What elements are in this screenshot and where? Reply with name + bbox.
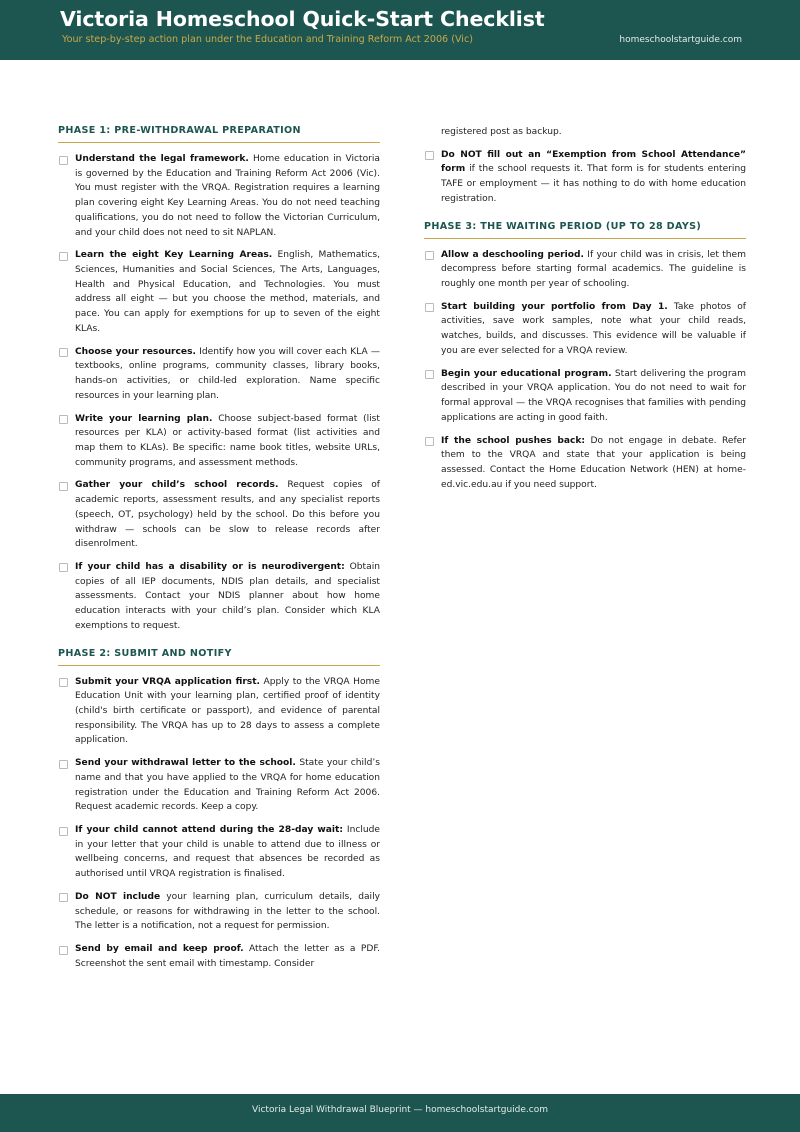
phase-2-continued-block	[424, 148, 746, 207]
checklist-item-body: Home education in Victoria is governed by the Education and Training Reform Act 2006 (Vic). You must register with the VRQA. Registration requires a learning plan covering eight Key Learning Areas. You do not need teaching qualifications, you do not need to follow the Victorian Curriculum, and your child does not need to sit NAPLAN.	[75, 154, 380, 238]
checklist-item[interactable]	[58, 890, 380, 934]
checklist-item-body: If your child was in crisis, let them decompress before starting formal academics. The guideline is roughly one month per year of schooling.	[441, 249, 746, 290]
document-body	[0, 60, 800, 1094]
phase-2-block	[58, 648, 380, 972]
phase-1-heading	[58, 125, 380, 143]
checklist-item-body: Choose subject-based format (list resources per KLA) or activity-based format (list activities and map them to KLAs). Be specific: name book titles, website URLs, community programs, and assessment methods.	[75, 413, 380, 468]
checklist-item-body: Take photos of activities, save work samples, note what your child reads, watches, builds, and discusses. This evidence will be valuable if you are ever selected for a VRQA review.	[441, 301, 746, 356]
checklist-item-lead: Understand the legal framework.	[75, 154, 249, 164]
checklist-item[interactable]	[424, 248, 746, 292]
checklist-item-body: Do not engage in debate. Refer them to the VRQA and state that your application is being assessed. Contact the Home Education Network (HEN) at home-ed.vic.edu.au if you need support.	[441, 435, 746, 490]
checklist-item-lead: Learn the eight Key Learning Areas.	[75, 250, 273, 261]
checklist-item-lead: Start building your portfolio from Day 1.	[441, 301, 668, 312]
checklist-item[interactable]	[424, 148, 746, 207]
two-column-layout	[58, 125, 758, 972]
checklist-item[interactable]	[58, 823, 380, 882]
checkbox-icon[interactable]	[59, 827, 68, 836]
checklist-item[interactable]	[58, 152, 380, 240]
checkbox-icon[interactable]	[59, 678, 68, 687]
checkbox-icon[interactable]	[425, 437, 434, 446]
page-footer	[0, 1094, 800, 1132]
checkbox-icon[interactable]	[59, 760, 68, 769]
checklist-item[interactable]	[424, 367, 746, 426]
checklist-item-lead: Submit your VRQA application first.	[75, 676, 261, 687]
checklist-item-lead: Write your learning plan.	[75, 413, 213, 424]
header-site-url: homeschoolstartguide.com	[619, 35, 742, 45]
page-subtitle: Your step-by-step action plan under the Education and Training Reform Act 2006 (Vic)	[62, 34, 473, 45]
checkbox-icon[interactable]	[59, 482, 68, 491]
checkbox-icon[interactable]	[59, 893, 68, 902]
phase-3-title: PHASE 3: THE WAITING PERIOD (UP TO 28 DAYS)	[424, 220, 702, 232]
checklist-item[interactable]	[58, 248, 380, 336]
page-title: Victoria Homeschool Quick-Start Checklist	[60, 7, 545, 31]
phase-2-divider	[58, 665, 380, 666]
checklist-item[interactable]	[58, 560, 380, 634]
checklist-item-body: State your child’s name and that you have applied to the VRQA for home education registration under the Education and Training Reform Act 2006. Request academic records. Keep a copy.	[75, 758, 380, 813]
checklist-item[interactable]	[58, 412, 380, 471]
checklist-item[interactable]	[424, 434, 746, 493]
checklist-item-body: if the school requests it. That form is for students entering TAFE or employment — it has nothing to do with home education registration.	[441, 164, 746, 204]
checklist-item-lead: Allow a deschooling period.	[441, 249, 584, 260]
checkbox-icon[interactable]	[59, 348, 68, 357]
checklist-item-lead: If the school pushes back:	[441, 435, 586, 446]
checklist-item-lead: Do NOT fill out an “Exemption from School Attendance” form	[441, 149, 746, 175]
phase-2-title: PHASE 2: SUBMIT AND NOTIFY	[58, 647, 232, 659]
checklist-item-body: English, Mathematics, Sciences, Humanities and Social Sciences, The Arts, Languages, Health and Physical Education, and Technologies. You must address all eight — but you choose the method, materials, and pace. You can apply for exemptions for up to seven of the eight KLAs.	[75, 250, 380, 334]
checklist-item-lead: Choose your resources.	[75, 346, 196, 357]
checklist-item-body: Start delivering the program described in your VRQA application. You do not need to wait for formal approval — the VRQA recognises that families with pending applications are acting in good faith.	[441, 368, 746, 423]
checklist-item-body: Attach the letter as a PDF. Screenshot the sent email with timestamp. Consider	[75, 944, 380, 969]
checklist-item-lead: Do NOT include	[75, 891, 161, 902]
checklist-item-lead: If your child cannot attend during the 28-day wait:	[75, 825, 344, 836]
phase-1-block	[58, 125, 380, 634]
checklist-item-body: Include in your letter that your child is unable to attend due to illness or wellbeing concerns, and request that absences be recorded as authorised until VRQA registration is finalised.	[75, 825, 380, 880]
phase-1-divider	[58, 142, 380, 143]
checklist-item-body: your learning plan, curriculum details, daily schedule, or reasons for withdrawing in the letter to the school. The letter is a notification, not a request for permission.	[75, 891, 380, 932]
footer-text: Victoria Legal Withdrawal Blueprint — homeschoolstartguide.com	[252, 1105, 548, 1115]
checkbox-icon[interactable]	[425, 251, 434, 260]
page-header	[0, 0, 800, 60]
checklist-item[interactable]	[58, 478, 380, 552]
checklist-item-lead: Begin your educational program.	[441, 368, 612, 379]
checkbox-icon[interactable]	[59, 156, 68, 165]
right-column	[424, 125, 746, 972]
checkbox-icon[interactable]	[59, 563, 68, 572]
checklist-item-body: Obtain copies of all IEP documents, NDIS plan details, and specialist assessments. Contact your NDIS planner about how home education interacts with your child’s plan. Consider which KLA exemptions to request.	[75, 561, 380, 631]
continued-paragraph: registered post as backup.	[441, 127, 562, 137]
checklist-item-lead: Send your withdrawal letter to the school.	[75, 758, 296, 769]
checklist-item[interactable]	[58, 675, 380, 749]
checklist-item-body: Identify how you will cover each KLA — textbooks, online programs, community classes, library books, hands-on activities, or child-led exploration. Name specific resources in your learning plan.	[75, 346, 380, 401]
checklist-item-lead: Send by email and keep proof.	[75, 944, 244, 955]
checklist-item[interactable]	[424, 300, 746, 359]
checkbox-icon[interactable]	[425, 303, 434, 312]
phase-2-heading	[58, 648, 380, 666]
checklist-item-body: Request copies of academic reports, assessment results, and any specialist reports (speech, OT, psychology) held by the school. Do this before you withdraw — schools can be slow to release records after disenrolment.	[75, 480, 380, 550]
checkbox-icon[interactable]	[425, 151, 434, 160]
checkbox-icon[interactable]	[59, 252, 68, 261]
checklist-item-body: Apply to the VRQA Home Education Unit with your learning plan, certified proof of identity (child's birth certificate or passport), and evidence of parental responsibility. The VRQA has up to 28 days to assess a complete application.	[75, 676, 380, 746]
phase-1-title: PHASE 1: PRE-WITHDRAWAL PREPARATION	[58, 125, 301, 136]
phase-3-block	[424, 221, 746, 493]
checkbox-icon[interactable]	[59, 415, 68, 424]
checklist-item-lead: Gather your child’s school records.	[75, 480, 279, 491]
checklist-item[interactable]	[58, 756, 380, 815]
header-inner	[0, 0, 800, 60]
checklist-item[interactable]	[58, 345, 380, 404]
phase-3-divider	[424, 238, 746, 239]
left-column	[58, 125, 380, 972]
checkbox-icon[interactable]	[425, 370, 434, 379]
checklist-item-lead: If your child has a disability or is neurodivergent:	[75, 561, 345, 572]
phase-3-heading	[424, 221, 746, 239]
checklist-item[interactable]	[58, 942, 380, 971]
checkbox-icon[interactable]	[59, 946, 68, 955]
